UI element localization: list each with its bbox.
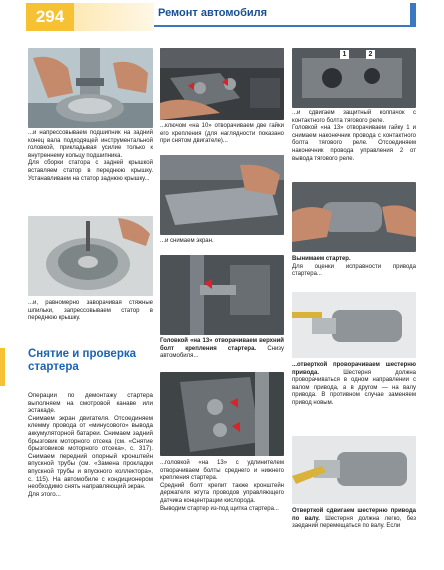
caption-text: ...и напрессовываем подшипник на задний конец вала подходящей инструментальной головкой, прикладывая усилие только к внутреннему кольцу подшипника. [28,130,153,159]
header-band [74,3,154,31]
label-1: 1 [340,50,349,59]
photo-shield-nuts [160,48,284,120]
section-heading [28,348,153,386]
page-title: Ремонт автомобиля [158,7,268,19]
photo-stator-assembly [28,216,153,296]
caption-stator-press: ...и, равномерно заворачивая стяжные шпильки, запрессовываем статор в переднюю крышку. [28,300,153,322]
header-rule [154,25,416,27]
caption-remove-shield: ...и снимаем экран. [160,238,214,244]
photo-remove-shield [160,155,284,235]
caption-text: Головкой «на 13» отворачиваем гайку 1 и снимаем наконечник провода с контактного болта тягового реле. Отсоединяем наконечник провода управления 2 от вывода тягового реле. [292,125,416,162]
photo-bearing-press-image [28,48,153,128]
photo-upper-bolt-image [160,255,284,335]
caption-text: Шестерня должна легко, без заеданий перемещаться по валу. Если [292,515,416,530]
photo-pinion-turn [292,292,416,358]
caption-text: Для оценки исправности привода стартера... [292,263,416,278]
section-paragraph: Для этого... [28,490,61,498]
page-header [0,0,444,34]
caption-pinion-slide [292,508,416,531]
caption-emphasis: Головкой «на 13» отворачиваем верхний болт крепления стартера. [160,338,284,352]
section-accent-bar [0,348,5,386]
photo-shield-nuts-image [160,48,284,120]
caption-upper-bolt [160,338,284,361]
caption-bearing-press [28,130,153,183]
caption-remove-starter [292,256,416,279]
photo-remove-shield-image [160,155,284,235]
label-2: 2 [366,50,375,59]
caption-emphasis: ...отверткой проворачиваем шестерню привода. [292,362,416,376]
photo-remove-starter-image [292,182,416,252]
section-body [28,392,153,498]
page-number: 294 [26,3,74,31]
section-paragraph: Операции по демонтажу стартера выполняем на смотровой канаве или эстакаде. [28,392,153,415]
caption-text: ...и сдвигаем защитный колпачок с контактного болта тягового реле. [292,110,416,124]
photo-stator-assembly-image [28,216,153,296]
caption-text: Для сборки статора с задней крышкой вставляем статор в переднюю крышку. Устанавливаем на статор заднюю крышку... [28,160,153,182]
photo-pinion-slide [292,436,416,504]
caption-text: Снизу автомобиля... [160,345,284,360]
header-rule-cap [410,3,416,27]
section-paragraph: Снимаем экран двигателя. Отсоединяем клемму провода от «минусового» вывода аккумуляторной батареи. Снимаем задний брызговик моторного отсека (см. «Снятие брызговиков моторного отсека», с. 317). Снимаем передний опорный кронштейн впускной трубы (см. «Замена прокладки впускной трубы и впускного коллектора», с. 115). На автомобиле с кондиционером необходимо снять направляющий экран. [28,414,153,491]
section-title: Снятие и проверка стартера [28,348,137,373]
caption-pinion-turn [292,362,416,408]
caption-emphasis: Вынимаем стартер. [292,256,351,262]
caption-text: Шестерня должна проворачиваться в одном направлении с валом привода, а в другом — на валу привода. В противном случае заменяем привод новым. [292,369,416,406]
photo-lower-bolts [160,372,284,456]
photo-lower-bolts-image [160,372,284,456]
photo-relay-terminal [292,48,416,108]
photo-remove-starter [292,182,416,252]
photo-pinion-slide-image [292,436,416,504]
caption-text: Средний болт крепит также кронштейн держателя жгута проводов управляющего датчика концентрации кислорода. [160,482,284,504]
caption-text: ...головкой «на 13» с удлинителем отворачиваем болты среднего и нижнего крепления стартера. [160,460,284,482]
photo-bearing-press [28,48,153,128]
caption-emphasis: Отверткой сдвигаем шестерню привода по валу. [292,508,416,522]
caption-lower-bolts [160,460,284,513]
photo-pinion-turn-image [292,292,416,358]
caption-text: Выводим стартер из-под щитка стартера... [160,505,279,512]
caption-shield-nuts: ...ключом «на 10» отворачиваем две гайки его крепления (для наглядности показано при снятом двигателе)... [160,123,284,145]
photo-upper-bolt [160,255,284,335]
photo-relay-terminal-image [292,48,416,108]
caption-relay-terminal [292,110,416,163]
